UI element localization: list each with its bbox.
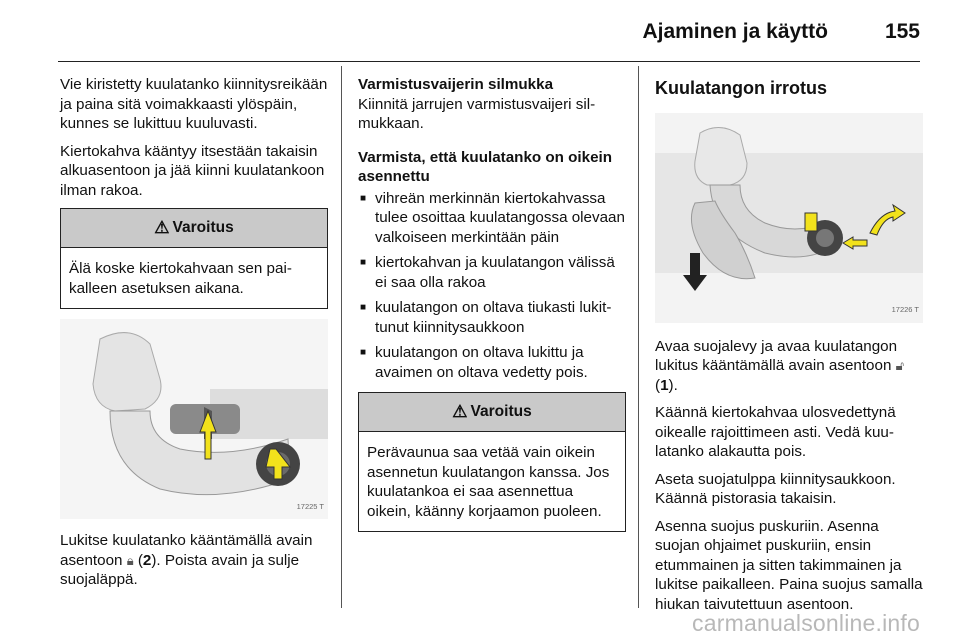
heading-cable-loop: Varmistusvaijerin silmukka [358, 76, 554, 93]
warning-body: Perävaunua saa vetää vain oikein asennetun kuulatangon kanssa. Jos kuulatankoa ei saa asennettua oikein, käänny korjaamon puoleen. [367, 444, 610, 520]
column-divider-1 [341, 66, 342, 608]
heading-check-installation: Varmista, että kuulatanko on oikein asennettu [358, 148, 613, 185]
header-title: Ajaminen ja käyttö [642, 20, 828, 43]
paragraph-insert-plug: Aseta suojatulppa kiinnitysaukkoon. Käännä pistorasia takaisin. [655, 470, 896, 507]
warning-header [61, 209, 327, 248]
list-item: ■ vihreän merkinnän kiertokahvassa tulee osoittaa kuulatangossa olevaan valkoiseen merkintään päin [358, 189, 626, 248]
warning-title: Varoitus [470, 403, 532, 421]
list-item: ■ kuulatangon on oltava tiukasti lukittunut kiinnitysaukkoon [358, 298, 626, 337]
paragraph-install-cover: Asenna suojus puskuriin. Asenna suojan ohjaimet puskuriin, ensin etummainen ja sitten takimmainen ja lukitse paikalleen. Paina suojus samalla hiukan taivutettuun asentoon. [655, 517, 923, 613]
paragraph-handle-returns: Kiertokahva kääntyy itsestään takaisin alkuasentoon ja jää kiinni kuulatankoon ilman rakoa. [60, 142, 325, 199]
paragraph-turn-handle: Käännä kiertokahvaa ulosvedettynä oikealle rajoittimeen asti. Vedä kuulatanko alakautta pois. [655, 404, 896, 460]
list-item: ■ kiertokahvan ja kuulatangon välissä ei saa olla rakoa [358, 253, 626, 292]
warning-triangle-icon: ⚠ [154, 218, 170, 238]
paragraph-lock-key: Lukitse kuulatanko kääntämällä avain asentoon 🔒︎ (2). Poista avain ja sulje suojaläppä. [60, 532, 313, 588]
paragraph-insert-ball: Vie kiristetty kuulatanko kiinnitysreikään ja paina sitä voimakkaasti ylöspäin, kunnes se lukittuu kuuluvasti. [60, 76, 328, 132]
paragraph-attach-cable: Kiinnitä jarrujen varmistusvaijeri silmukkaan. [358, 95, 596, 132]
watermark: carmanualsonline.info [692, 610, 920, 636]
tow-bar-removal-illustration [655, 113, 923, 323]
checklist [358, 189, 626, 383]
figure-lock-ball-bar [60, 319, 328, 519]
warning-title: Varoitus [172, 219, 234, 237]
padlock-closed-icon: 🔒︎ [126, 552, 134, 568]
column-1 [60, 75, 328, 598]
warning-triangle-icon: ⚠ [452, 402, 468, 422]
list-item: ■ kuulatangon on oltava lukittu ja avaimen on oltava vedetty pois. [358, 343, 626, 382]
tow-bar-lock-illustration [60, 319, 328, 519]
page-header [0, 0, 960, 66]
header-divider [58, 61, 920, 62]
warning-body: Älä koske kiertokahvaan sen paikalleen asetuksen aikana. [69, 260, 292, 297]
paragraph-open-lock: Avaa suojalevy ja avaa kuulatangon lukitus kääntämällä avain asentoon 🔓︎ (1). [655, 337, 905, 394]
page-number: 155 [884, 20, 920, 43]
section-heading: Kuulatangon irrotus [655, 78, 827, 98]
warning-header [359, 393, 625, 432]
column-3 [655, 75, 923, 622]
column-divider-2 [638, 66, 639, 608]
warning-box [358, 392, 626, 532]
warning-box [60, 208, 328, 309]
padlock-open-icon: 🔓︎ [895, 358, 905, 373]
column-2 [358, 75, 626, 542]
figure-code: 17225 T [296, 501, 324, 511]
figure-code: 17226 T [891, 305, 919, 314]
figure-remove-ball-bar [655, 113, 923, 323]
